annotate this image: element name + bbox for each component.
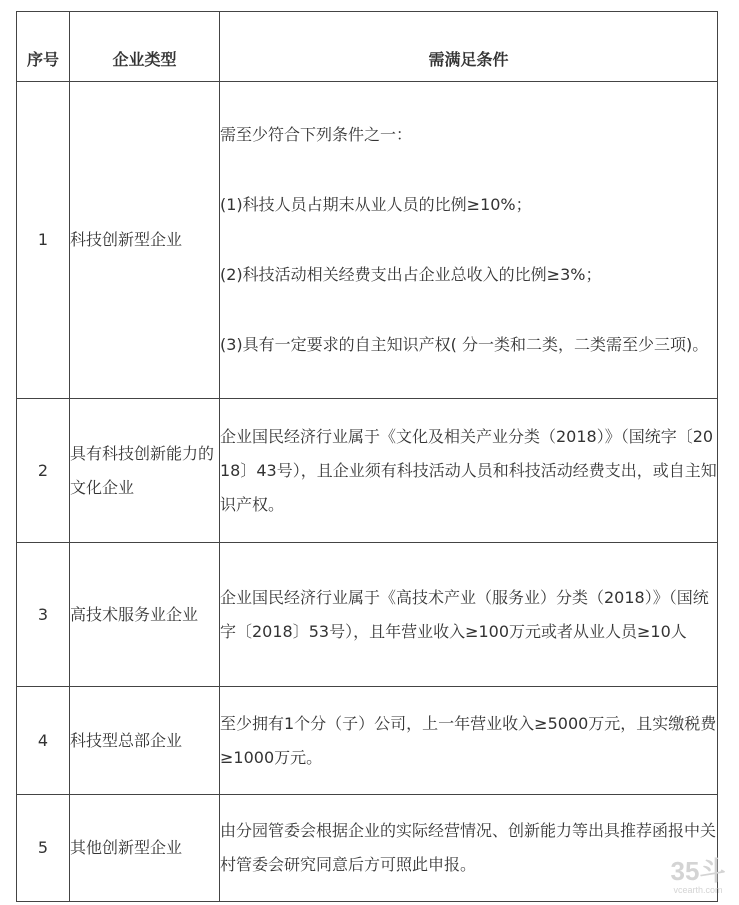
table-row	[17, 687, 718, 795]
conditions-cell	[220, 82, 718, 399]
header-no: 序号	[17, 12, 70, 82]
row-number: 1	[17, 82, 70, 399]
header-row	[17, 12, 718, 82]
condition-line: (2)科技活动相关经费支出占企业总收入的比例≥3%；	[220, 265, 602, 284]
condition-line: 需至少符合下列条件之一：	[220, 125, 413, 144]
enterprise-type: 科技型总部企业	[70, 687, 220, 795]
conditions-cell	[220, 795, 718, 902]
condition-line: 至少拥有1个分（子）公司，上一年营业收入≥5000万元，且实缴税费≥1000万元。	[220, 713, 717, 767]
conditions-cell	[220, 399, 718, 543]
enterprise-type: 具有科技创新能力的文化企业	[70, 399, 220, 543]
condition-line: 由分园管委会根据企业的实际经营情况、创新能力等出具推荐函报中关村管委会研究同意后方可照此申报。	[220, 821, 717, 874]
watermark-logo: 35斗	[670, 856, 726, 886]
condition-line: 企业国民经济行业属于《高技术产业（服务业）分类（2018）》（国统字〔2018〕53号），且年营业收入≥100万元或者从业人员≥10人	[220, 587, 709, 641]
row-number: 2	[17, 399, 70, 543]
condition-line: (1)科技人员占期末从业人员的比例≥10%；	[220, 195, 532, 214]
table-row	[17, 795, 718, 902]
table-row	[17, 82, 718, 399]
watermark-site: vcearth.com	[673, 885, 723, 895]
criteria-table	[16, 11, 718, 902]
condition-line: (3)具有一定要求的自主知识产权( 分一类和二类，二类需至少三项)。	[220, 335, 709, 354]
row-number: 5	[17, 795, 70, 902]
row-number: 3	[17, 543, 70, 687]
enterprise-type: 高技术服务业企业	[70, 543, 220, 687]
header-type: 企业类型	[70, 12, 220, 82]
header-conditions: 需满足条件	[220, 12, 718, 82]
table-row	[17, 543, 718, 687]
watermark	[667, 857, 729, 895]
row-number: 4	[17, 687, 70, 795]
enterprise-type: 科技创新型企业	[70, 82, 220, 399]
conditions-cell	[220, 543, 718, 687]
table-row	[17, 399, 718, 543]
enterprise-type: 其他创新型企业	[70, 795, 220, 902]
condition-line: 企业国民经济行业属于《文化及相关产业分类（2018）》（国统字〔2018〕43号），且企业须有科技活动人员和科技活动经费支出，或自主知识产权。	[220, 426, 717, 514]
conditions-cell	[220, 687, 718, 795]
